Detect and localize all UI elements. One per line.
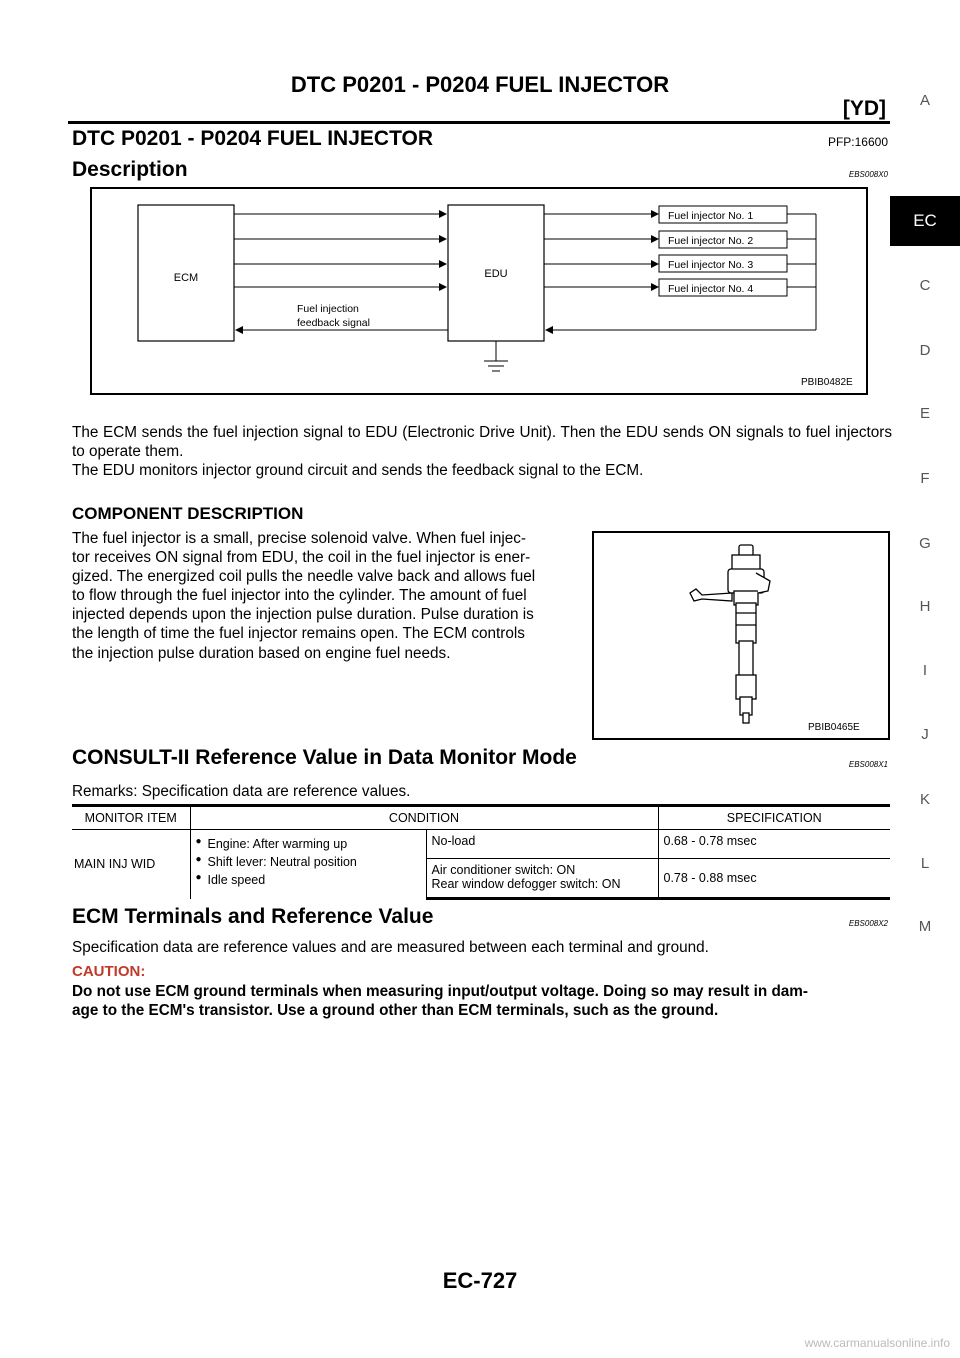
block-diagram-frame <box>90 187 868 395</box>
component-line-7: the injection pulse duration based on engine fuel needs. <box>72 644 451 662</box>
tab-a[interactable]: A <box>919 92 930 109</box>
component-line-2: tor receives ON signal from EDU, the coil in the fuel injector is ener- <box>72 549 531 567</box>
caution-line-2: age to the ECM's transistor. Use a ground other than ECM terminals, such as the ground. <box>72 1002 719 1019</box>
caution-line-1: Do not use ECM ground terminals when measuring input/output voltage. Doing so may result in dam- <box>72 983 808 1000</box>
monitor-item-cell: MAIN INJ WID <box>74 857 156 872</box>
section-tabs <box>890 0 960 1358</box>
feedback-label-1: Fuel injection <box>297 303 359 315</box>
tab-d[interactable]: D <box>919 342 931 359</box>
description-para-2: The EDU monitors injector ground circuit and sends the feedback signal to the ECM. <box>72 462 644 479</box>
fuel-injector-illustration <box>594 533 888 738</box>
tab-c[interactable]: C <box>919 277 931 294</box>
tab-ec[interactable]: EC <box>890 196 960 246</box>
fuel-injector-icon <box>690 545 770 723</box>
component-line-6: the length of time the fuel injector remains open. The ECM controls <box>72 625 525 643</box>
table-row <box>72 830 890 859</box>
caution-text <box>72 982 892 1020</box>
description-ref: EBS008X0 <box>848 170 888 179</box>
tab-e[interactable]: E <box>919 405 930 422</box>
col-monitor-item: MONITOR ITEM <box>72 806 190 830</box>
consult-heading: CONSULT-II Reference Value in Data Monitor Mode <box>72 746 577 769</box>
feedback-label-2: feedback signal <box>297 317 370 329</box>
diagram-fig-id: PBIB0482E <box>801 377 853 388</box>
ecm-terminals-heading: ECM Terminals and Reference Value <box>72 905 434 928</box>
injector-figure-frame <box>592 531 890 740</box>
component-heading: COMPONENT DESCRIPTION <box>72 504 304 523</box>
injector-label-3: Fuel injector No. 3 <box>668 259 754 271</box>
spec-noload: 0.68 - 0.78 msec <box>658 830 890 859</box>
condition-ac: Air conditioner switch: ON <box>431 863 576 877</box>
description-para-1: The ECM sends the fuel injection signal to EDU (Electronic Drive Unit). Then the EDU sends ON signals to fuel injectors to operate them. <box>72 424 892 460</box>
condition-noload: No-load <box>426 830 658 859</box>
col-specification: SPECIFICATION <box>658 806 890 830</box>
tab-h[interactable]: H <box>919 598 931 615</box>
tab-l[interactable]: L <box>920 855 930 872</box>
header-rule <box>68 121 890 124</box>
site-watermark: www.carmanualsonline.info <box>804 1336 950 1350</box>
component-line-3: gized. The energized coil pulls the needle valve back and allows fuel <box>72 568 536 586</box>
ecm-terminals-ref: EBS008X2 <box>848 919 888 928</box>
condition-item: ● Idle speed <box>196 873 421 887</box>
injector-label-4: Fuel injector No. 4 <box>668 283 754 295</box>
tab-i[interactable]: I <box>922 662 928 679</box>
condition-item: ● Shift lever: Neutral position <box>196 855 421 869</box>
component-line-5: injected depends upon the injection pulse duration. Pulse duration is <box>72 606 534 624</box>
consult-remarks: Remarks: Specification data are reference values. <box>72 783 411 800</box>
engine-code: [YD] <box>842 97 886 120</box>
injector-fig-id: PBIB0465E <box>808 722 860 733</box>
consult-table-header <box>72 806 890 830</box>
block-diagram <box>92 189 866 393</box>
page-number: EC-727 <box>442 1268 518 1293</box>
condition-defogger: Rear window defogger switch: ON <box>431 877 621 891</box>
injector-label-1: Fuel injector No. 1 <box>668 210 754 222</box>
condition-item: ● Engine: After warming up <box>196 837 421 851</box>
condition-ac-defogger <box>426 859 658 899</box>
running-title: DTC P0201 - P0204 FUEL INJECTOR <box>290 72 670 97</box>
ecm-label: ECM <box>173 272 199 284</box>
page-title: DTC P0201 - P0204 FUEL INJECTOR <box>72 127 434 150</box>
spec-ac-defogger: 0.78 - 0.88 msec <box>658 859 890 899</box>
tab-f[interactable]: F <box>920 470 930 487</box>
ecm-terminals-text: Specification data are reference values and are measured between each terminal and ground. <box>72 939 709 956</box>
consult-table <box>72 804 890 900</box>
tab-g[interactable]: G <box>919 535 931 552</box>
component-line-1: The fuel injector is a small, precise solenoid valve. When fuel injec- <box>72 530 527 547</box>
component-line-4: to flow through the fuel injector into the cylinder. The amount of fuel <box>72 587 527 605</box>
consult-ref: EBS008X1 <box>848 760 888 769</box>
tab-m[interactable]: M <box>918 918 932 935</box>
caution-label: CAUTION: <box>72 963 146 980</box>
injector-label-2: Fuel injector No. 2 <box>668 235 754 247</box>
pfp-code: PFP:16600 <box>827 135 888 149</box>
base-conditions-list <box>196 837 421 887</box>
col-condition: CONDITION <box>190 806 658 830</box>
edu-label: EDU <box>484 268 508 280</box>
base-conditions-cell <box>190 830 426 899</box>
tab-j[interactable]: J <box>921 726 929 743</box>
component-text <box>72 529 535 663</box>
tab-k[interactable]: K <box>919 791 930 808</box>
description-heading: Description <box>72 158 188 181</box>
